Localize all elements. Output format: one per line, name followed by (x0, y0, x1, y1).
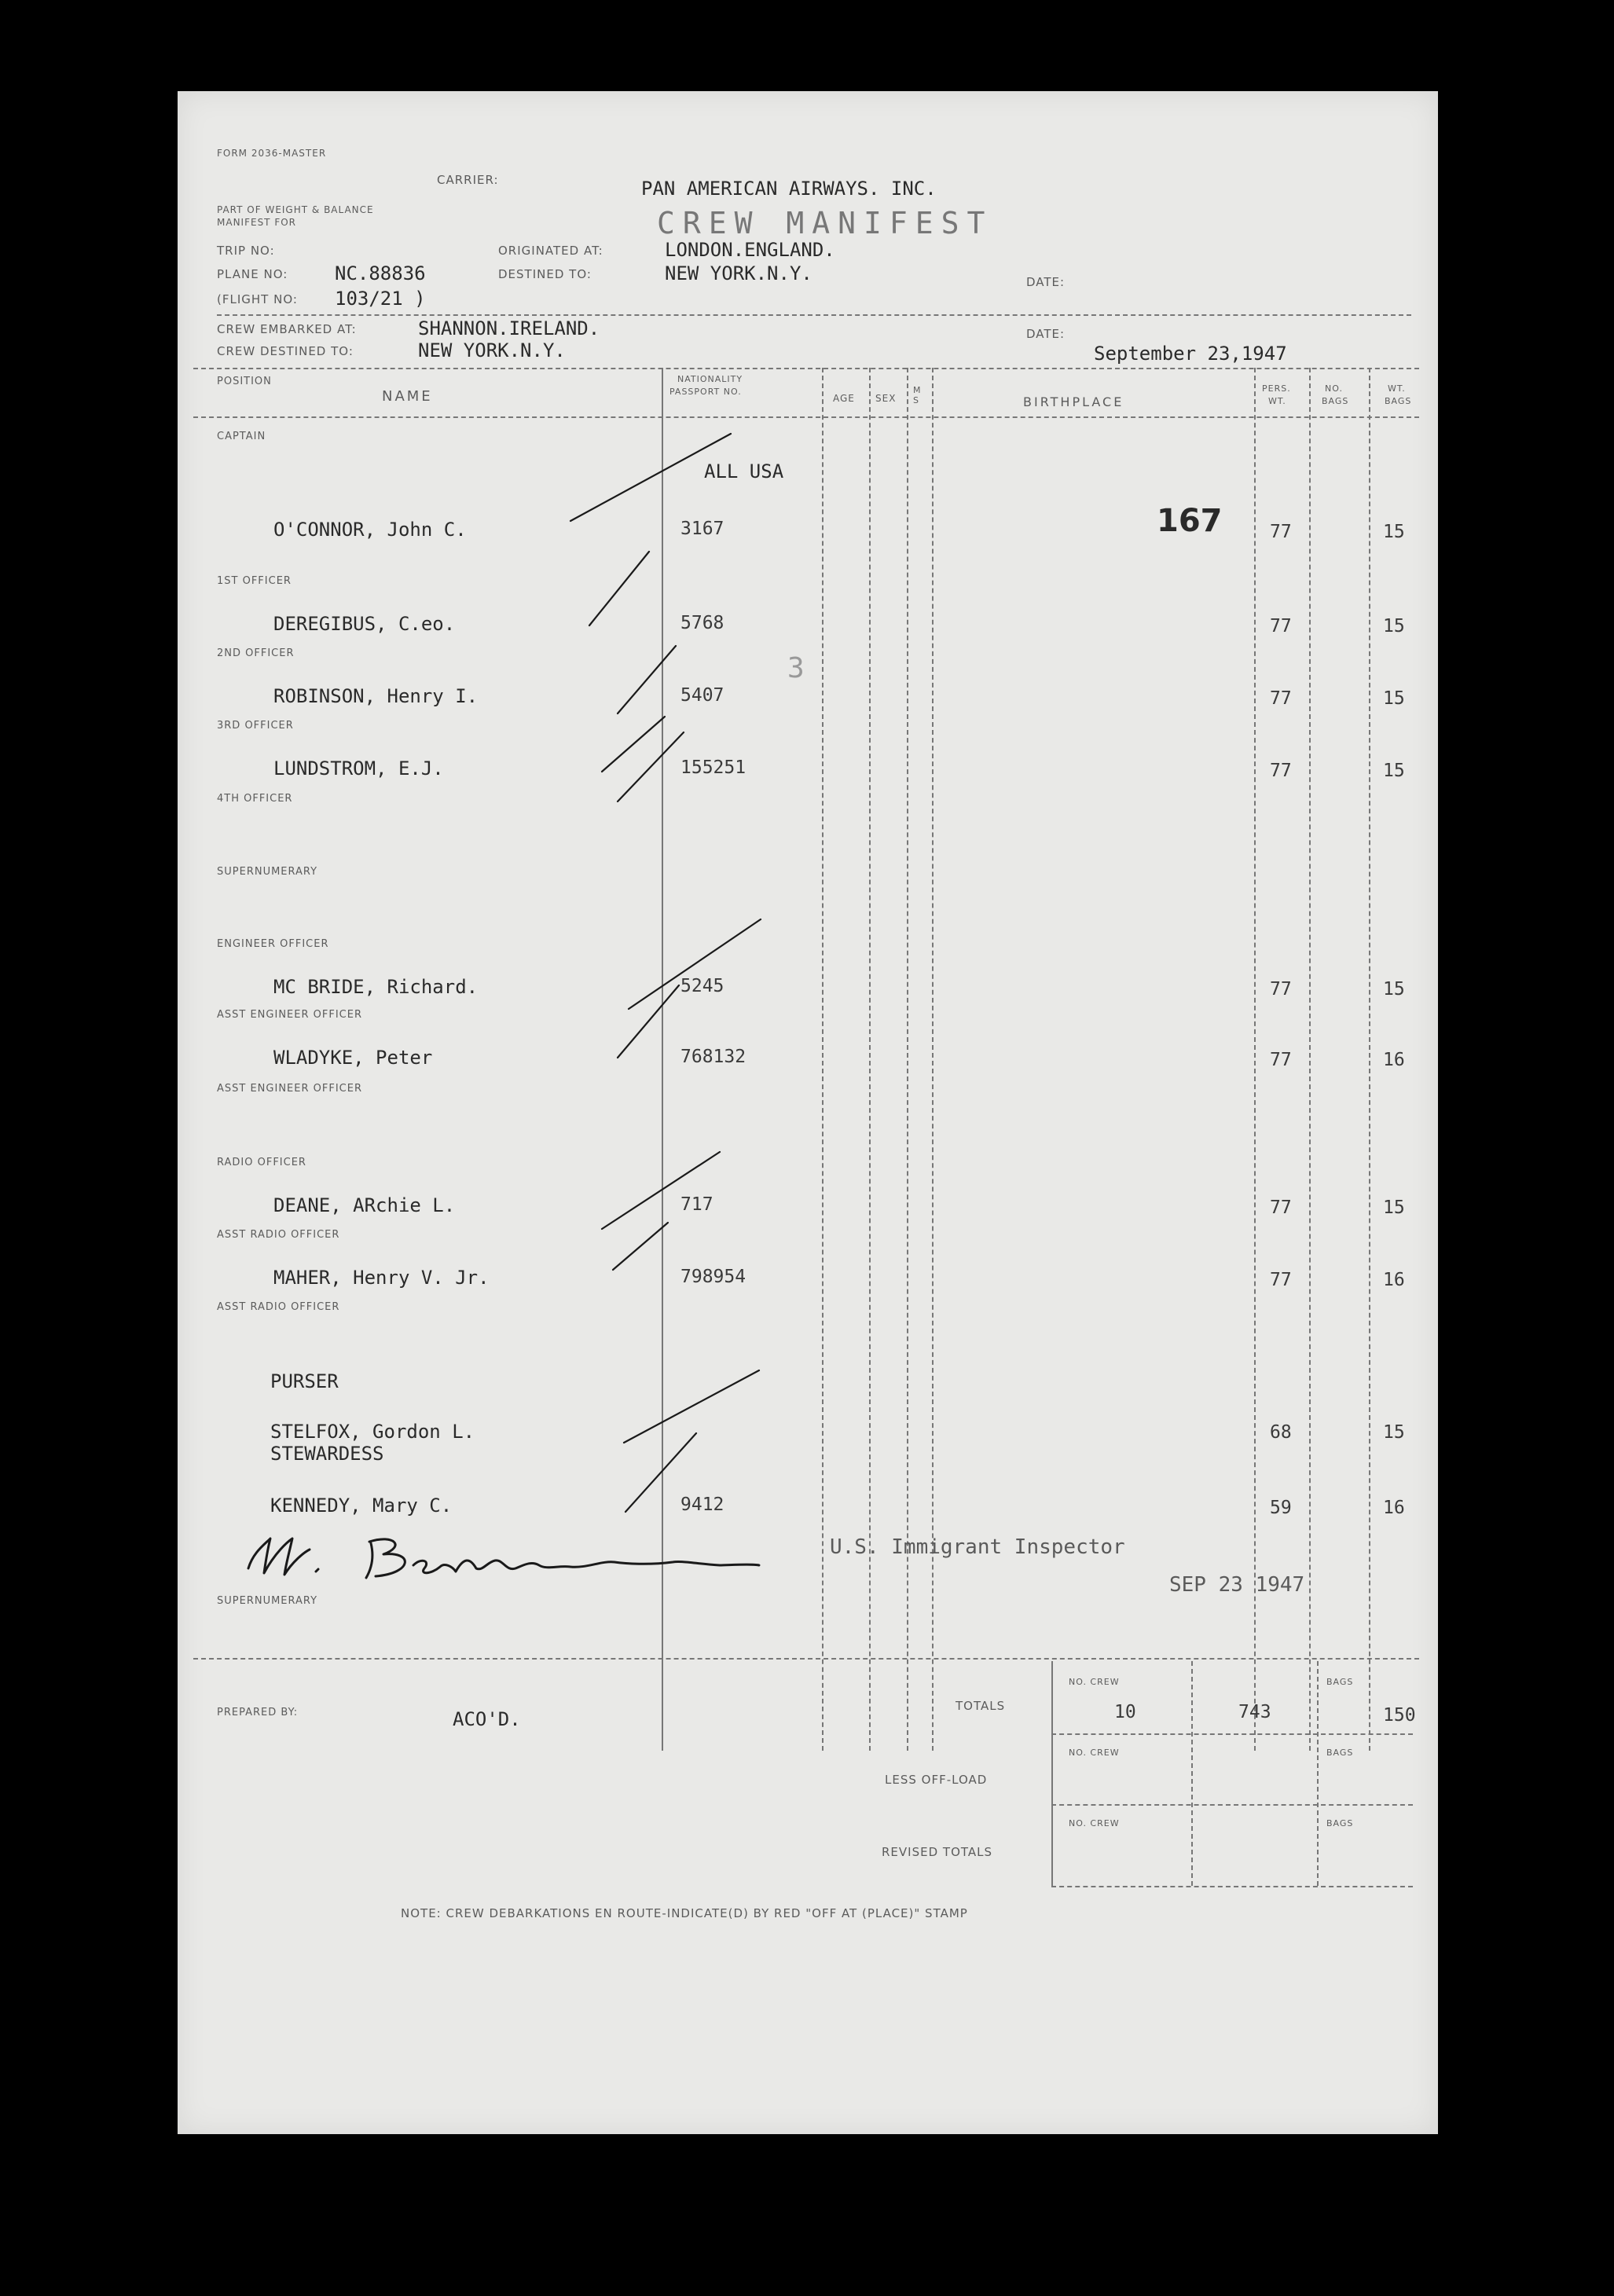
row-name: DEANE, ARchie L. (273, 1194, 456, 1216)
form-subtitle-2: MANIFEST FOR (217, 217, 297, 228)
stewardess-wt-bags: 16 (1383, 1498, 1405, 1518)
row-name: O'CONNOR, John C. (273, 519, 467, 541)
no-crew-label-1: NO. CREW (1069, 1677, 1120, 1687)
purser-wt-bags: 15 (1383, 1422, 1405, 1443)
row-pers-wt: 77 (1270, 522, 1292, 542)
check-mark (602, 717, 665, 772)
carrier-label: CARRIER: (437, 173, 499, 187)
plane-value: NC.88836 (335, 262, 426, 284)
row-position: ASST RADIO OFFICER (217, 1301, 340, 1313)
purser-label: PURSER (270, 1370, 339, 1392)
row-name: MAHER, Henry V. Jr. (273, 1267, 490, 1289)
date-label-1: DATE: (1026, 275, 1066, 289)
row-passport: 768132 (680, 1047, 746, 1067)
row-position: 4TH OFFICER (217, 793, 293, 805)
check-mark (618, 646, 676, 713)
purser-pers-wt: 68 (1270, 1422, 1292, 1443)
plane-label: PLANE NO: (217, 267, 288, 281)
col-birthplace: BIRTHPLACE (1023, 394, 1124, 409)
totals-label: TOTALS (956, 1699, 1006, 1713)
col-no-bags-2: BAGS (1322, 396, 1349, 406)
row-passport: 798954 (680, 1267, 746, 1287)
destined-label: DESTINED TO: (498, 267, 592, 281)
col-ms: M S (913, 385, 922, 405)
col-nationality-2: PASSPORT NO. (669, 387, 742, 397)
row-pers-wt: 77 (1270, 688, 1292, 709)
check-mark (589, 552, 649, 625)
check-mark (625, 1433, 696, 1512)
row-position: ASST ENGINEER OFFICER (217, 1083, 362, 1095)
row-passport: 5245 (680, 976, 724, 996)
stewardess-pers-wt: 59 (1270, 1498, 1292, 1518)
col-wt-bags-2: BAGS (1385, 396, 1412, 406)
row-wt-bags: 15 (1383, 979, 1405, 999)
row-position: ENGINEER OFFICER (217, 938, 329, 950)
check-mark (570, 434, 731, 521)
check-mark (618, 732, 684, 801)
trip-label: TRIP NO: (217, 244, 275, 258)
row-passport: 155251 (680, 757, 746, 778)
carrier-value: PAN AMERICAN AIRWAYS. INC. (641, 178, 937, 200)
crew-embarked-value: SHANNON.IRELAND. (418, 317, 600, 339)
footer-note: NOTE: CREW DEBARKATIONS EN ROUTE-INDICATE(D) BY RED "OFF AT (PLACE)" STAMP (401, 1906, 968, 1920)
purser-name: STELFOX, Gordon L. (270, 1421, 475, 1443)
col-pers-wt-1: PERS. (1262, 383, 1291, 394)
row-name: DEREGIBUS, C.eo. (273, 613, 456, 635)
row-wt-bags: 15 (1383, 522, 1405, 542)
flight-label: (FLIGHT NO: (217, 292, 298, 306)
col-pers-wt-2: WT. (1268, 396, 1286, 406)
row-name: ROBINSON, Henry I. (273, 685, 479, 707)
prepared-by-value: ACO'D. (453, 1708, 521, 1730)
row-position: 1ST OFFICER (217, 575, 292, 587)
row-name: MC BRIDE, Richard. (273, 976, 479, 998)
row-pers-wt: 77 (1270, 1270, 1292, 1290)
pen-marks (178, 91, 1438, 2134)
originated-value: LONDON.ENGLAND. (665, 239, 835, 261)
date-value: September 23,1947 (1094, 343, 1287, 365)
crew-destined-label: CREW DESTINED TO: (217, 344, 354, 358)
no-crew-label-3: NO. CREW (1069, 1818, 1120, 1828)
no-crew-label-2: NO. CREW (1069, 1748, 1120, 1758)
check-mark (624, 1370, 759, 1443)
col-age: AGE (833, 393, 855, 404)
check-mark (613, 1223, 668, 1270)
row-wt-bags: 15 (1383, 761, 1405, 781)
form-name: FORM 2036-MASTER (217, 148, 327, 159)
col-name: NAME (382, 388, 433, 405)
all-usa-note: ALL USA (704, 460, 784, 482)
row-name: LUNDSTROM, E.J. (273, 757, 444, 779)
originated-label: ORIGINATED AT: (498, 244, 603, 258)
col-position: POSITION (217, 376, 272, 387)
handwritten-167: 167 (1157, 503, 1223, 539)
row-position: CAPTAIN (217, 431, 266, 442)
inspector-stamp: U.S. Immigrant Inspector (830, 1535, 1125, 1559)
row-passport: 5768 (680, 613, 724, 633)
bags-label-2: BAGS (1326, 1748, 1354, 1758)
row-pers-wt: 77 (1270, 616, 1292, 636)
form-subtitle-1: PART OF WEIGHT & BALANCE (217, 204, 374, 215)
row-passport: 717 (680, 1194, 713, 1215)
row-position: 2ND OFFICER (217, 647, 295, 659)
row-name: WLADYKE, Peter (273, 1047, 433, 1069)
faint-mark: 3 (787, 652, 805, 684)
col-no-bags-1: NO. (1325, 383, 1343, 394)
check-mark (629, 919, 761, 1009)
destined-value: NEW YORK.N.Y. (665, 262, 813, 284)
crew-destined-value: NEW YORK.N.Y. (418, 339, 566, 361)
stewardess-label: STEWARDESS (270, 1443, 384, 1465)
total-weight: 743 (1238, 1702, 1271, 1722)
row-wt-bags: 15 (1383, 1198, 1405, 1218)
row-pers-wt: 77 (1270, 1050, 1292, 1070)
crew-embarked-label: CREW EMBARKED AT: (217, 322, 357, 336)
less-offload-label: LESS OFF-LOAD (885, 1773, 988, 1787)
manifest-sheet (178, 91, 1438, 2134)
page-title: CREW MANIFEST (657, 206, 993, 240)
row-pers-wt: 77 (1270, 1198, 1292, 1218)
row-wt-bags: 16 (1383, 1050, 1405, 1070)
row-position: SUPERNUMERARY (217, 866, 318, 878)
revised-totals-label: REVISED TOTALS (882, 1845, 993, 1859)
bags-label-3: BAGS (1326, 1818, 1354, 1828)
flight-value: 103/21 ) (335, 288, 426, 310)
row-pers-wt: 77 (1270, 761, 1292, 781)
check-mark (602, 1152, 720, 1229)
stamp-date: SEP 23 1947 (1169, 1573, 1305, 1597)
row-position: 3RD OFFICER (217, 720, 294, 732)
row-position: ASST ENGINEER OFFICER (217, 1009, 362, 1021)
row-wt-bags: 15 (1383, 688, 1405, 709)
prepared-by-label: PREPARED BY: (217, 1707, 299, 1718)
col-wt-bags-1: WT. (1388, 383, 1406, 394)
row-position: RADIO OFFICER (217, 1157, 306, 1168)
row-position: ASST RADIO OFFICER (217, 1229, 340, 1241)
col-nationality-1: NATIONALITY (677, 374, 743, 384)
stewardess-passport: 9412 (680, 1495, 724, 1515)
row-wt-bags: 15 (1383, 616, 1405, 636)
row-passport: 5407 (680, 685, 724, 706)
row-wt-bags: 16 (1383, 1270, 1405, 1290)
total-bags: 150 (1383, 1705, 1416, 1726)
signature (248, 1539, 759, 1578)
stewardess-name: KENNEDY, Mary C. (270, 1495, 453, 1517)
total-crew: 10 (1114, 1702, 1136, 1722)
date-label-2: DATE: (1026, 327, 1066, 341)
row-pers-wt: 77 (1270, 979, 1292, 999)
bags-label-1: BAGS (1326, 1677, 1354, 1687)
supernumerary-label-bottom: SUPERNUMERARY (217, 1595, 318, 1607)
row-passport: 3167 (680, 519, 724, 539)
col-sex: SEX (875, 393, 897, 404)
